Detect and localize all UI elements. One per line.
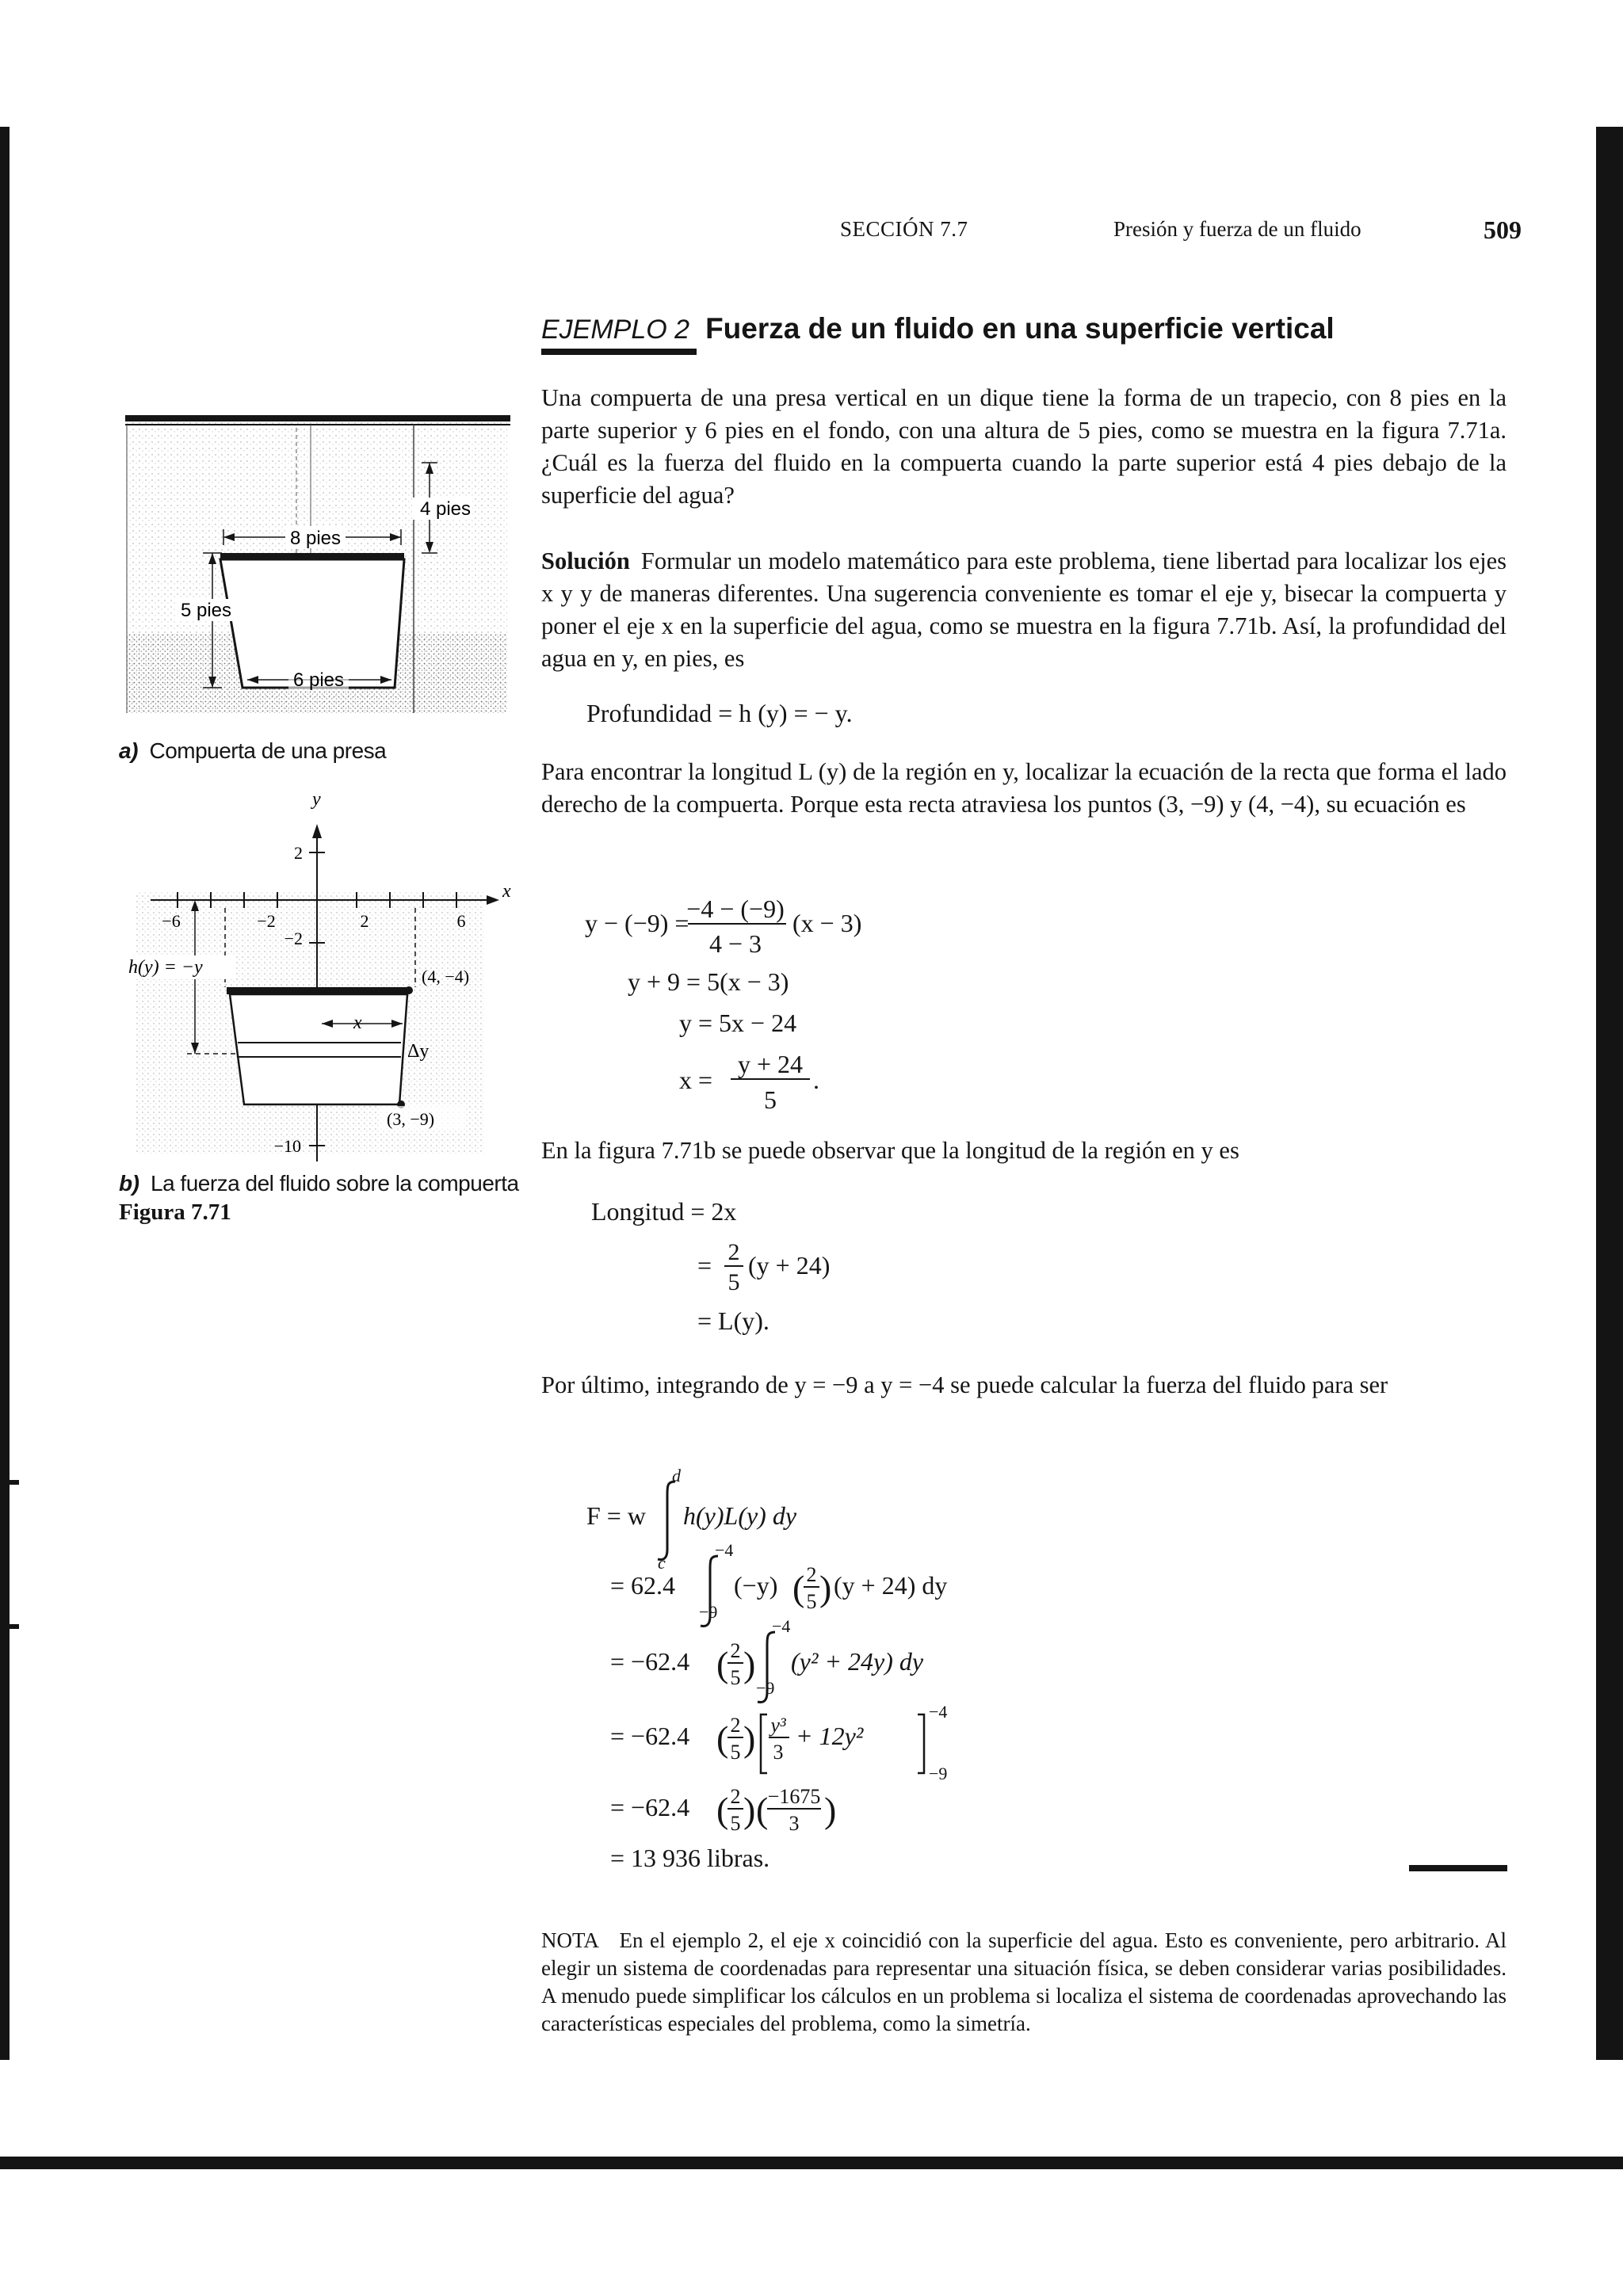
caption-b-text: La fuerza del fluido sobre la compuerta	[151, 1171, 519, 1196]
paren-open: (	[716, 1718, 729, 1759]
f4-lower: −9	[929, 1764, 948, 1783]
example-title	[541, 312, 1335, 352]
f4-upper: −4	[929, 1702, 948, 1722]
f3-integrand: (y² + 24y) dy	[791, 1647, 924, 1676]
f3-lower: −9	[756, 1678, 775, 1698]
depth-equation: Profundidad = h (y) = − y.	[586, 699, 853, 727]
example-label: EJEMPLO 2	[541, 315, 690, 345]
eq-l3: y = 5x − 24	[679, 1009, 797, 1037]
f1-upper: d	[672, 1466, 681, 1486]
solution-label: Solución	[541, 547, 630, 574]
caption-a-tag: a)	[119, 738, 138, 763]
tick-x-6: 6	[456, 911, 466, 931]
f1-lower: c	[658, 1553, 666, 1573]
label-8-pies: 8 pies	[289, 528, 342, 549]
tick-y-m10: −10	[273, 1136, 301, 1156]
caption-b	[119, 1171, 519, 1196]
tick-x-2: 2	[360, 911, 369, 931]
len-den: 5	[727, 1269, 740, 1295]
label-4-pies: 4 pies	[419, 498, 472, 520]
point-4-m4: (4, −4)	[422, 967, 470, 986]
tick-y-m2: −2	[284, 929, 303, 948]
eq-l1-rhs: (x − 3)	[792, 909, 862, 937]
f1-lhs: F = w	[586, 1501, 646, 1530]
label-6-pies: 6 pies	[292, 669, 345, 691]
eq-l2: y + 9 = 5(x − 3)	[628, 967, 789, 996]
f2-frac-num: 2	[806, 1563, 817, 1586]
f3-upper: −4	[772, 1616, 791, 1636]
paren-close: )	[824, 1790, 837, 1830]
solution-paragraph	[541, 545, 1507, 675]
length-equation	[586, 1195, 919, 1353]
f4-eq: = −62.4	[610, 1722, 690, 1750]
f3-frac-num: 2	[730, 1639, 741, 1662]
tick-y-2: 2	[294, 843, 303, 863]
f5-den: 3	[789, 1812, 800, 1835]
scan-edge-right	[1596, 127, 1623, 2060]
f2-frac-den: 5	[806, 1590, 817, 1613]
paren-open: (	[716, 1644, 729, 1684]
running-header	[840, 217, 1522, 249]
end-of-example-mark	[1409, 1865, 1507, 1871]
tick-x-m6: −6	[162, 911, 181, 931]
scan-mark	[10, 1624, 19, 1629]
nota-label: NOTA	[541, 1928, 599, 1952]
integral-intro: Por último, integrando de y = −9 a y = −4 se puede calcular la fuerza del fluido para ser	[541, 1371, 1388, 1398]
paren-close: )	[743, 1644, 756, 1684]
eq-l1-den: 4 − 3	[708, 929, 762, 958]
eq-l4-num: y + 24	[737, 1050, 804, 1078]
example-heading: Fuerza de un fluido en una superficie vertical	[705, 312, 1335, 345]
figure-b-fluid-force	[119, 789, 531, 1173]
f4-den3: 3	[773, 1741, 784, 1764]
section-label: SECCIÓN 7.7	[840, 217, 968, 241]
paren-close: )	[743, 1718, 756, 1759]
len-num: 2	[727, 1239, 740, 1265]
f2-eq: = 62.4	[610, 1571, 676, 1600]
paren-open: (	[792, 1568, 805, 1608]
len-rest: (y + 24)	[748, 1251, 831, 1280]
scan-mark	[10, 1480, 19, 1485]
scan-edge-left	[0, 127, 10, 2060]
scan-edge-bottom	[0, 2157, 1623, 2169]
eq-l1-lhs: y − (−9) =	[585, 909, 689, 937]
f2-lower: −9	[699, 1602, 718, 1622]
line-equation	[579, 886, 991, 1123]
caption-a-text: Compuerta de una presa	[149, 738, 387, 763]
f2-b: (y + 24) dy	[834, 1571, 948, 1600]
figure-number: Figura 7.71	[119, 1199, 231, 1225]
len-l3: = L(y).	[697, 1306, 769, 1335]
problem-paragraph: Una compuerta de una presa vertical en un dique tiene la forma de un trapecio, con 8 pies en la parte superior y 6 pies en el fondo, con una altura de 5 pies, como se muestra en la figura 7.71a. ¿Cuál es la fuerza del fluido en la compuerta cuando la parte superior está 4 pies debajo de la superficie del agua?	[541, 384, 1507, 509]
length-intro-paragraph: Para encontrar la longitud L (y) de la región en y, localizar la ecuación de la recta que forma el lado derecho de la compuerta. Porque esta recta atraviesa los puntos (3, −9) y (4, −4), su ecuación es	[541, 758, 1507, 818]
eq-l4-den: 5	[764, 1085, 777, 1114]
solution-text: Formular un modelo matemático para este problema, tiene libertad para localizar los ejes x y y de maneras diferentes. Una sugerencia conveniente es tomar el eje y, bisecar la compuerta y poner el eje x en la superficie del agua, como se muestra en la figura 7.71b. Así, la profundidad del agua en y, en pies, es	[541, 547, 1507, 672]
tick-x-m2: −2	[257, 911, 276, 931]
paren-open: (	[716, 1790, 729, 1830]
eq-l4-lhs: x =	[679, 1066, 713, 1094]
f5-frac-den: 5	[730, 1812, 741, 1835]
dy-label: Δy	[407, 1041, 430, 1062]
f5-frac-num: 2	[730, 1785, 741, 1808]
len-l1: Longitud = 2x	[591, 1197, 737, 1226]
page-number: 509	[1484, 215, 1522, 244]
section-topic: Presión y fuerza de un fluido	[1113, 217, 1361, 241]
f1-integrand: h(y)L(y) dy	[683, 1501, 797, 1530]
paren-close: )	[819, 1568, 832, 1608]
nota-paragraph	[541, 1927, 1507, 2038]
y-axis-label: y	[312, 789, 321, 810]
paren-open: (	[756, 1790, 769, 1830]
f4-frac-num: 2	[730, 1714, 741, 1737]
f4-frac-den: 5	[730, 1741, 741, 1764]
caption-a	[119, 738, 386, 764]
f3-frac-den: 5	[730, 1666, 741, 1689]
x-axis-label: x	[502, 881, 511, 902]
label-5-pies: 5 pies	[180, 600, 232, 621]
f2-upper: −4	[715, 1540, 734, 1560]
f5-num: −1675	[767, 1785, 821, 1808]
eq-l1-num: −4 − (−9)	[686, 894, 785, 923]
f6-result: = 13 936 libras.	[610, 1844, 770, 1872]
nota-text: En el ejemplo 2, el eje x coincidió con la superficie del agua. Esto es conveniente, pero arbitrario. Al elegir un sistema de coordenadas para representar una situación física, se deben considerar varias posibilidades. A menudo puede simplificar los cálculos en un problema si localiza el sistema de coordenadas aprovechando las características especiales del problema, como la simetría.	[541, 1928, 1507, 2035]
eq-l4-end: .	[813, 1066, 819, 1094]
f4-plus: + 12y²	[796, 1722, 864, 1750]
figure-a-dam-gate	[119, 396, 531, 729]
f2-a: (−y)	[734, 1571, 778, 1600]
h-label: h(y) = −y	[128, 957, 203, 978]
len-eq: =	[697, 1251, 712, 1280]
example-underline	[541, 349, 697, 355]
x-length-label: x	[353, 1013, 362, 1033]
f3-eq: = −62.4	[610, 1647, 690, 1676]
paren-close: )	[743, 1790, 756, 1830]
point-3-m9: (3, −9)	[387, 1109, 435, 1129]
force-equation	[579, 1463, 1070, 1875]
length-observation: En la figura 7.71b se puede observar que la longitud de la región en y es	[541, 1137, 1239, 1164]
caption-b-tag: b)	[119, 1171, 139, 1196]
f5-eq: = −62.4	[610, 1793, 690, 1821]
f4-y3: y³	[770, 1714, 786, 1737]
